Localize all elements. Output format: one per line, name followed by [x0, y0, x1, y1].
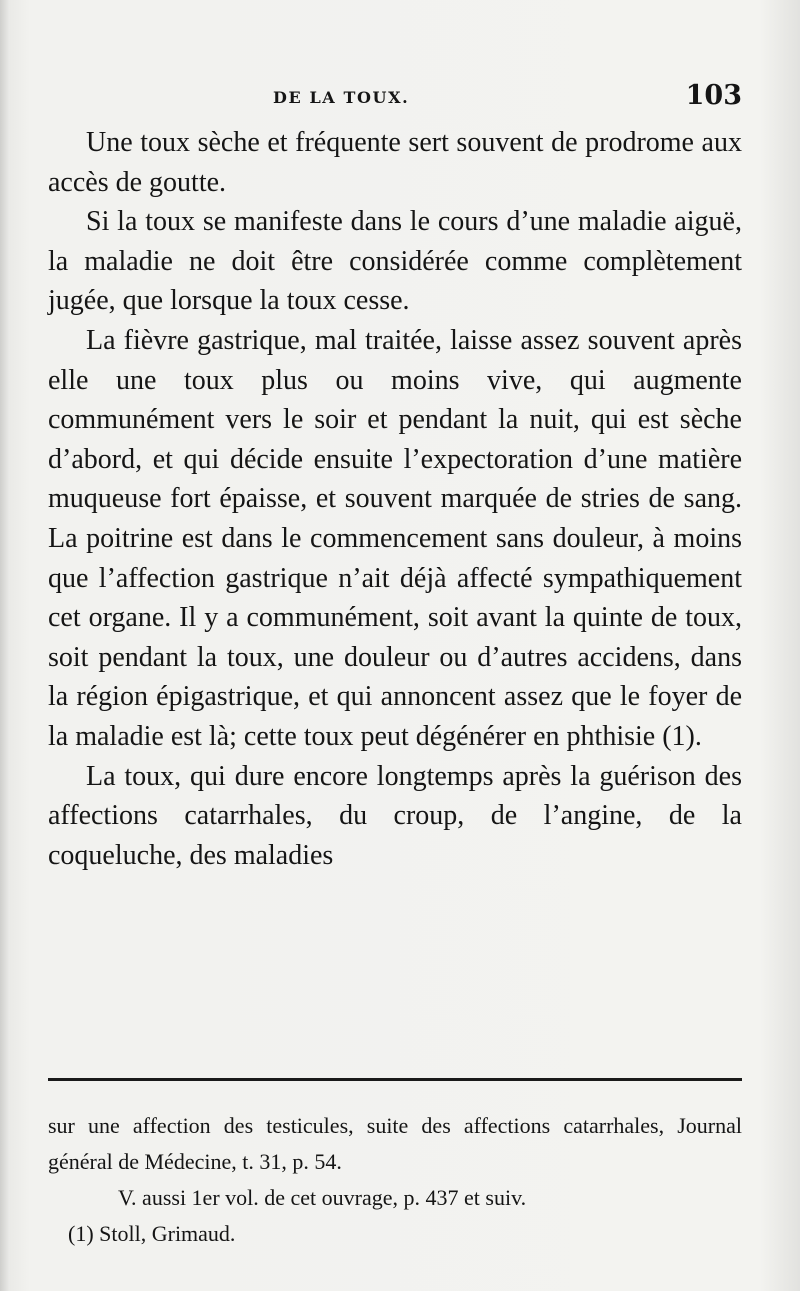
footnote-reference: V. aussi 1er vol. de cet ouvrage, p. 437 et suiv.: [118, 1185, 527, 1210]
paragraph-3: La fièvre gastrique, mal traitée, laisse assez souvent après elle une toux plus ou moins vive, qui augmente communément vers le soir et pendant la nuit, qui est sèche d’abord, et qui décide ensuite l’expectoration d’une matière muqueuse fort épaisse, et souvent marquée de stries de sang. La poitrine est dans le commencement sans douleur, à moins que l’affection gastrique n’ait déjà affecté sympathiquement cet organe. Il y a communément, soit avant la quinte de toux, soit pendant la toux, une douleur ou d’autres accidens, dans la région épigastrique, et qui annoncent assez que le foyer de la maladie est là; cette toux peut dégénérer en phthisie (1).: [48, 324, 742, 752]
footnote-1: (1) Stoll, Grimaud.: [68, 1221, 236, 1246]
running-head: DE LA TOUX.: [273, 88, 410, 107]
footnote-continuation: sur une affection des testicules, suite des affections catarrhales, Journal général de Médecine, t. 31, p. 54.: [48, 1113, 742, 1174]
paragraph-4: La toux, qui dure encore longtemps après la guérison des affections catarrhales, du croup, de l’angine, de la coqueluche, des maladies: [48, 760, 742, 871]
footnotes: [48, 1108, 742, 1252]
main-text: [48, 123, 742, 875]
page-edge-shadow: [0, 0, 10, 1291]
paragraph-1: Une toux sèche et fréquente sert souvent de prodrome aux accès de goutte.: [48, 127, 742, 198]
footnote-rule: [48, 1078, 742, 1081]
page-number: 103: [685, 80, 742, 111]
paragraph-2: Si la toux se manifeste dans le cours d’une maladie aiguë, la maladie ne doit être considérée comme complètement jugée, que lorsque la toux cesse.: [48, 206, 742, 317]
page-header: [48, 80, 742, 116]
